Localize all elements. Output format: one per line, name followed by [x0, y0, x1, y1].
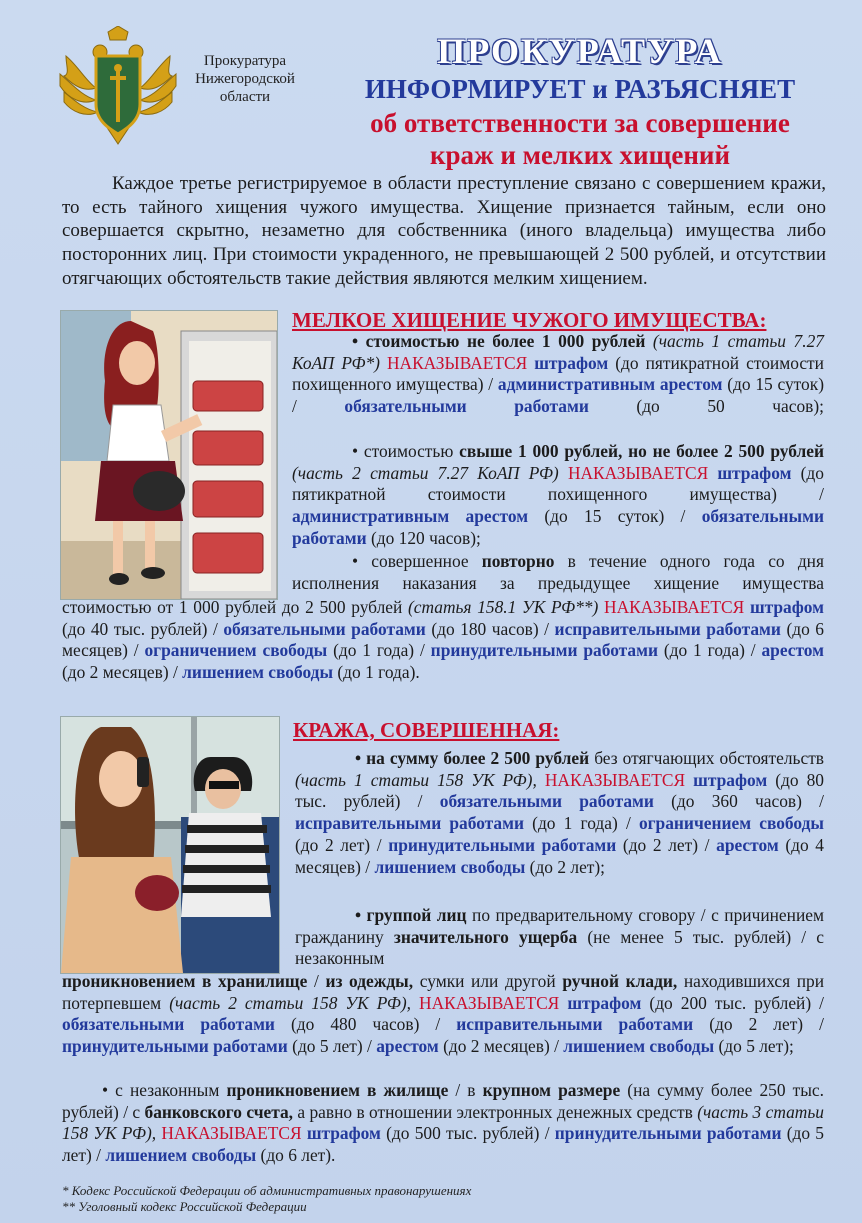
theft-item-3 [62, 1080, 824, 1167]
penalty-label: НАКАЗЫВАЕТСЯ [161, 1123, 302, 1144]
penalty-detail: (до 120 часов); [370, 527, 481, 548]
item-lead: • с незаконным [102, 1080, 220, 1100]
penalty-detail: (до 6 лет). [260, 1145, 336, 1166]
law-reference: (часть 1 статьи 158 УК РФ), [295, 769, 537, 790]
law-reference: (часть 3 статьи 158 УК РФ), [62, 1101, 824, 1144]
section-title-petty-theft: МЕЛКОЕ ХИЩЕНИЕ ЧУЖОГО ИМУЩЕСТВА: [292, 308, 767, 332]
item-separator: / [313, 971, 319, 991]
prosecutor-emblem-icon [56, 26, 180, 148]
topic-title [300, 107, 860, 171]
penalty-community-work: обязательными работами [439, 791, 654, 812]
theft-item-2-continued [62, 971, 824, 1058]
penalty-forced-labor: принудительными работами [430, 640, 658, 661]
penalty-restriction: ограничением свободы [144, 640, 328, 661]
item-dwelling: проникновением в жилище [226, 1080, 449, 1100]
footnote: * Кодекс Российской Федерации об административных правонарушениях [62, 1183, 472, 1198]
theft-item-2-start [295, 905, 824, 970]
item-condition: сумки или другой [419, 971, 556, 991]
penalty-detail: (до 80 тыс. рублей) / [295, 769, 824, 812]
item-large-amount: крупном размере [482, 1080, 621, 1100]
penalty-detail: (до 500 тыс. рублей) / [386, 1123, 550, 1144]
penalty-detail: (до 15 суток) / [292, 374, 824, 417]
penalty-fine: штрафом [306, 1123, 381, 1144]
theft-item-1 [295, 748, 824, 878]
petty-theft-item-3-continued [62, 597, 824, 684]
org-line: Нижегородской [195, 71, 295, 87]
item-bank-account: банковского счета, [144, 1101, 294, 1122]
penalty-detail: (до 2 лет); [529, 856, 606, 877]
penalty-label: НАКАЗЫВАЕТСЯ [567, 462, 709, 483]
item-damage: значительного ущерба [393, 926, 578, 947]
penalty-detail: (до 15 суток) / [544, 506, 686, 527]
penalty-correctional-work: исправительными работами [295, 813, 524, 834]
penalty-arrest: арестом [376, 1036, 439, 1057]
subheadline: ИНФОРМИРУЕТ и РАЗЪЯСНЯЕТ [364, 74, 796, 104]
penalty-forced-labor: принудительными работами [62, 1036, 288, 1057]
penalty-label: НАКАЗЫВАЕТСЯ [386, 352, 528, 373]
penalty-community-work: обязательными работами [344, 396, 589, 417]
item-luggage: ручной клади, [562, 971, 678, 991]
law-reference: (часть 1 статьи 7.27 КоАП РФ*) [292, 331, 824, 373]
item-lead: • стоимостью не более 1 000 рублей [352, 331, 646, 351]
penalty-fine: штрафом [693, 769, 768, 790]
item-condition: а равно в отношении электронных денежных средств [297, 1101, 693, 1122]
penalty-detail: (до 2 месяцев) / [62, 662, 178, 683]
law-reference: (часть 2 статьи 7.27 КоАП РФ) [292, 462, 559, 483]
penalty-label: НАКАЗЫВАЕТСЯ [604, 597, 745, 617]
penalty-detail: (до 50 часов); [636, 396, 824, 417]
penalty-detail: (до 1 года) / [333, 640, 425, 661]
penalty-imprisonment: лишением свободы [182, 662, 334, 683]
penalty-detail: (до 2 месяцев) / [443, 1036, 559, 1057]
item-amount: свыше 1 000 рублей, но не более 2 500 рублей [459, 441, 825, 461]
shoplifting-illustration [60, 310, 278, 600]
item-amount: стоимостью от 1 000 рублей до 2 500 рублей [62, 597, 403, 617]
penalty-detail: (до 200 тыс. рублей) / [649, 992, 824, 1013]
footnotes [62, 1183, 471, 1215]
footnote: ** Уголовный кодекс Российской Федерации [62, 1199, 307, 1214]
item-storage: проникновением в хранилище [62, 971, 308, 991]
penalty-restriction: ограничением свободы [638, 813, 824, 834]
penalty-detail: (до 180 часов) / [431, 618, 550, 639]
penalty-label: НАКАЗЫВАЕТСЯ [544, 769, 686, 790]
penalty-detail: (до 1 года). [337, 662, 420, 683]
item-lead: • стоимостью [352, 441, 454, 461]
org-line: области [219, 89, 271, 105]
penalty-detail: (до 480 часов) / [290, 1014, 441, 1035]
penalty-fine: штрафом [717, 462, 792, 483]
topic-line: об ответственности за совершение [370, 108, 790, 138]
penalty-detail: (до 1 года) / [663, 640, 756, 661]
penalty-forced-labor: принудительными работами [554, 1123, 782, 1144]
penalty-detail: (до 1 года) / [532, 813, 631, 834]
penalty-imprisonment: лишением свободы [563, 1036, 715, 1057]
penalty-arrest: административным арестом [292, 506, 529, 527]
penalty-detail: (до 360 часов) / [671, 791, 824, 812]
penalty-detail: (до 5 лет) / [62, 1123, 824, 1166]
organization-name [186, 52, 304, 106]
section-title-theft: КРАЖА, СОВЕРШЕННАЯ: [293, 718, 560, 742]
law-reference: (статья 158.1 УК РФ**) [407, 597, 599, 617]
penalty-detail: (до 2 лет) / [622, 834, 710, 855]
item-condition: находившихся при потерпевшем [62, 971, 825, 1013]
item-repeat: повторно [481, 551, 555, 571]
penalty-detail: (до 2 лет) / [295, 834, 382, 855]
item-condition: без отягчающих обстоятельств [594, 748, 825, 768]
penalty-detail: (до 6 месяцев) / [62, 618, 824, 661]
penalty-correctional-work: исправительными работами [456, 1014, 694, 1035]
penalty-detail: (до 4 месяцев) / [295, 834, 824, 877]
penalty-correctional-work: исправительными работами [554, 618, 781, 639]
item-condition: (не менее 5 тыс. рублей) / с незаконным [295, 926, 825, 969]
penalty-detail: (до 2 лет) / [709, 1014, 824, 1035]
petty-theft-item-2 [292, 441, 824, 550]
pickpocket-illustration [60, 716, 280, 974]
penalty-detail: (до пятикратной стоимости похищенного имущества) / [292, 352, 824, 395]
penalty-community-work: обязательными работами [223, 618, 426, 639]
penalty-imprisonment: лишением свободы [374, 856, 526, 877]
item-separator: / в [455, 1080, 476, 1100]
petty-theft-item-3-start [292, 551, 824, 594]
law-reference: (часть 2 статьи 158 УК РФ), [169, 992, 411, 1013]
penalty-fine: штрафом [749, 597, 824, 617]
topic-line: краж и мелких хищений [429, 140, 731, 170]
penalty-arrest: арестом [716, 834, 779, 855]
penalty-community-work: обязательными работами [62, 1014, 275, 1035]
item-lead: • совершенное [352, 551, 469, 571]
penalty-arrest: арестом [761, 640, 824, 661]
penalty-fine: штрафом [534, 352, 609, 373]
petty-theft-item-1 [292, 331, 824, 418]
penalty-detail: (до пятикратной стоимости похищенного имущества) / [292, 462, 824, 505]
penalty-detail: (до 5 лет) / [292, 1036, 372, 1057]
item-group: • группой лиц [355, 905, 467, 925]
item-amount: • на сумму более 2 500 рублей [355, 748, 590, 768]
penalty-detail: (до 40 тыс. рублей) / [62, 618, 218, 639]
item-clothing: из одежды, [325, 971, 414, 991]
penalty-community-work: обязательными работами [292, 506, 824, 548]
item-condition: (на сумму более 250 тыс. рублей) / с [62, 1080, 824, 1122]
penalty-detail: (до 5 лет); [718, 1036, 794, 1057]
intro-paragraph: Каждое третье регистрируемое в области преступление связано с совершением кражи, то есть тайного хищения чужого имущества. Хищение признается тайным, если оно совершается скрытно, незаметно для собственника (иного владельца) имущества либо посторонних лиц. При стоимости украденного, не превышающей 2 500 рублей, и отсутствии отягчающих обстоятельств такие действия являются мелким хищением. [62, 173, 826, 289]
penalty-label: НАКАЗЫВАЕТСЯ [419, 992, 560, 1013]
penalty-fine: штрафом [567, 992, 642, 1013]
item-condition: в течение одного года со дня исполнения наказания за предыдущее хищение имущества [292, 551, 824, 593]
org-line: Прокуратура [203, 53, 287, 69]
headline: ПРОКУРАТУРА [437, 31, 723, 71]
penalty-arrest: административным арестом [497, 374, 723, 395]
penalty-imprisonment: лишением свободы [105, 1145, 257, 1166]
penalty-forced-labor: принудительными работами [388, 834, 617, 855]
item-condition: по предварительному сговору / с причинением гражданину [295, 905, 824, 947]
